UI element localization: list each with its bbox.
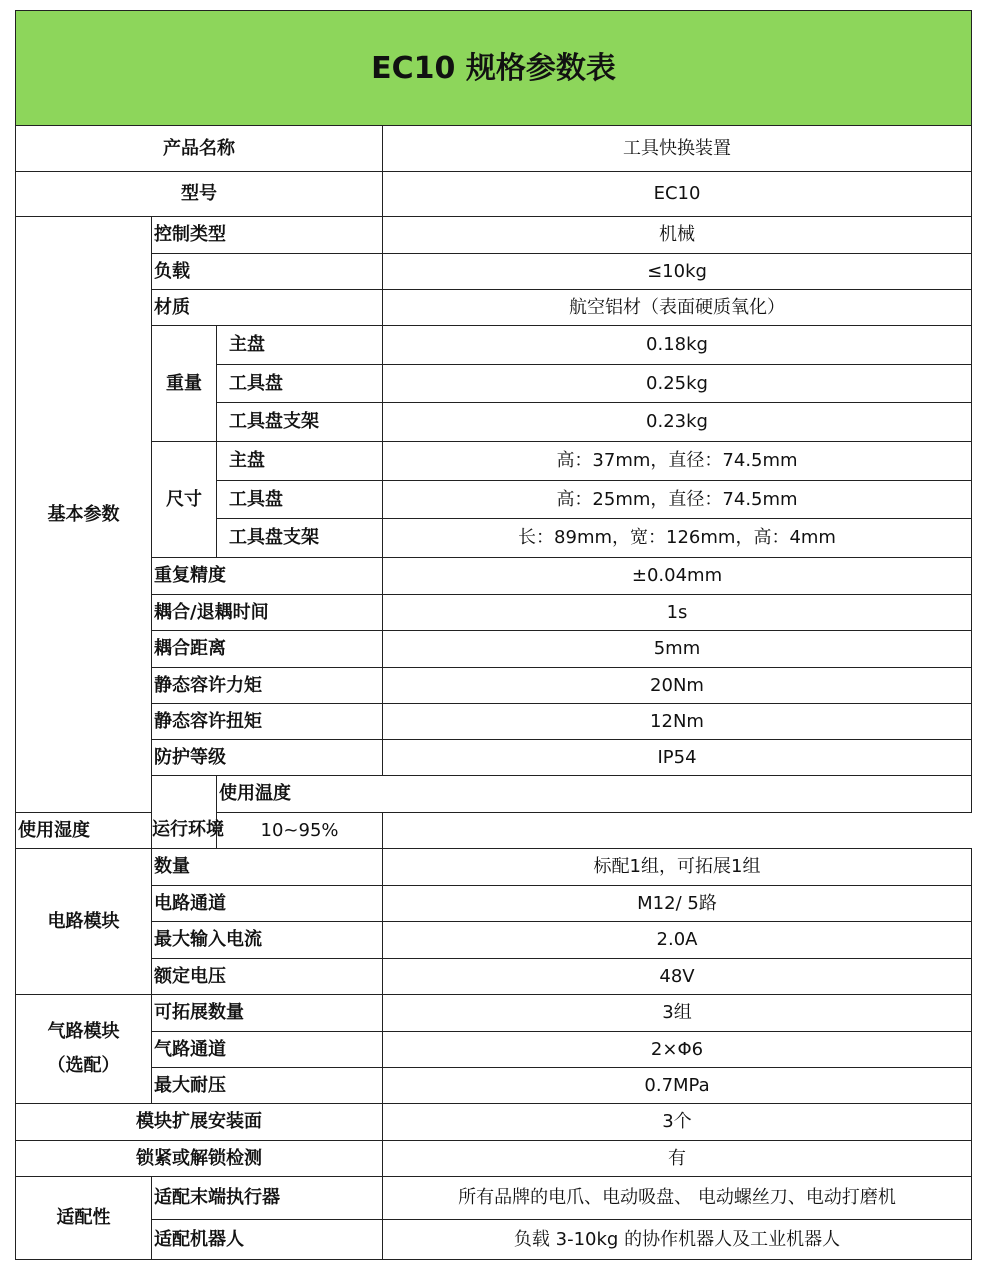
row-label: 工具盘支架: [217, 519, 383, 558]
row-label: 模块扩展安装面: [16, 1104, 383, 1141]
row-label: 主盘: [217, 326, 383, 365]
row-value: 20Nm: [383, 668, 972, 704]
row-label: 主盘: [217, 442, 383, 481]
row-label: 适配末端执行器: [152, 1177, 383, 1220]
row-label: 产品名称: [16, 126, 383, 172]
row-value: 所有品牌的电爪、电动吸盘、 电动螺丝刀、电动打磨机: [383, 1177, 972, 1220]
row-label: 控制类型: [152, 217, 383, 254]
row-label: 负载: [152, 254, 383, 290]
section-label-compat: 适配性: [16, 1177, 152, 1260]
row-label: 最大输入电流: [152, 922, 383, 959]
table-row: [16, 849, 972, 886]
row-value: 3组: [383, 995, 972, 1032]
table-row: [16, 1068, 972, 1104]
table-row: [16, 217, 972, 254]
row-label: 适配机器人: [152, 1220, 383, 1260]
table-row: [16, 740, 972, 776]
page-title: EC10 规格参数表: [16, 11, 972, 126]
row-value: 高：25mm，直径：74.5mm: [383, 481, 972, 519]
row-label: 材质: [152, 290, 383, 326]
table-row: [16, 886, 972, 922]
row-label: 工具盘: [217, 481, 383, 519]
row-value: IP54: [383, 740, 972, 776]
table-row: [16, 254, 972, 290]
row-label: 额定电压: [152, 959, 383, 995]
row-value: 1s: [383, 595, 972, 631]
row-value: 2×Φ6: [383, 1032, 972, 1068]
table-row: [16, 1032, 972, 1068]
row-label: 锁紧或解锁检测: [16, 1141, 383, 1177]
row-value: 有: [383, 1141, 972, 1177]
table-row: [16, 442, 972, 481]
row-label: 可拓展数量: [152, 995, 383, 1032]
row-label: 工具盘: [217, 365, 383, 403]
row-value: M12/ 5路: [383, 886, 972, 922]
row-value: 标配1组，可拓展1组: [383, 849, 972, 886]
row-value: 0.25kg: [383, 365, 972, 403]
row-value: 10~95%: [217, 813, 383, 849]
section-label-circuit: 电路模块: [16, 849, 152, 995]
row-value: 机械: [383, 217, 972, 254]
row-value: 5mm: [383, 631, 972, 668]
table-row: [16, 290, 972, 326]
row-value: 航空铝材（表面硬质氧化）: [383, 290, 972, 326]
table-row: [16, 558, 972, 595]
row-value: 3个: [383, 1104, 972, 1141]
table-row: [16, 1177, 972, 1220]
row-label: 静态容许扭矩: [152, 704, 383, 740]
table-row: [16, 1220, 972, 1260]
row-value: 0.7MPa: [383, 1068, 972, 1104]
spec-table: [15, 10, 972, 1260]
section-label-pneumatic-line2: （选配）: [47, 1055, 120, 1076]
row-label: 使用温度: [217, 776, 972, 813]
row-value: 0.23kg: [383, 403, 972, 442]
row-value: EC10: [383, 172, 972, 217]
row-value: ±0.04mm: [383, 558, 972, 595]
table-row: [16, 172, 972, 217]
title-row: [16, 11, 972, 126]
row-value: 高：37mm，直径：74.5mm: [383, 442, 972, 481]
table-row: [16, 126, 972, 172]
row-value: ≤10kg: [383, 254, 972, 290]
row-label: 使用湿度: [16, 813, 217, 849]
table-row: [16, 776, 972, 813]
spec-sheet: [15, 10, 971, 1258]
row-label: 数量: [152, 849, 383, 886]
table-row: [16, 959, 972, 995]
row-label: 静态容许力矩: [152, 668, 383, 704]
group-label-size: 尺寸: [152, 442, 217, 558]
row-label: 重复精度: [152, 558, 383, 595]
row-value: 2.0A: [383, 922, 972, 959]
group-label-weight: 重量: [152, 326, 217, 442]
row-value: 0.18kg: [383, 326, 972, 365]
row-label: 耦合/退耦时间: [152, 595, 383, 631]
table-row: [16, 1104, 972, 1141]
row-label: 气路通道: [152, 1032, 383, 1068]
row-label: 耦合距离: [152, 631, 383, 668]
section-label-pneumatic: [16, 995, 152, 1104]
section-label-pneumatic-line1: 气路模块: [47, 1020, 120, 1042]
row-label: 型号: [16, 172, 383, 217]
row-label: 工具盘支架: [217, 403, 383, 442]
row-label: 防护等级: [152, 740, 383, 776]
row-value: 负载 3-10kg 的协作机器人及工业机器人: [383, 1220, 972, 1260]
row-value: 工具快换装置: [383, 126, 972, 172]
table-row: [16, 1141, 972, 1177]
table-row: [16, 595, 972, 631]
section-label-basic: 基本参数: [16, 217, 152, 813]
row-label: 电路通道: [152, 886, 383, 922]
table-row: [16, 704, 972, 740]
row-value: 48V: [383, 959, 972, 995]
table-row: [16, 326, 972, 365]
row-value: 长：89mm，宽：126mm，高：4mm: [383, 519, 972, 558]
table-row: [16, 668, 972, 704]
table-row: [16, 922, 972, 959]
section-label-environment: 运行环境: [152, 776, 217, 849]
table-row: [16, 631, 972, 668]
row-value: 12Nm: [383, 704, 972, 740]
table-row: [16, 995, 972, 1032]
row-label: 最大耐压: [152, 1068, 383, 1104]
